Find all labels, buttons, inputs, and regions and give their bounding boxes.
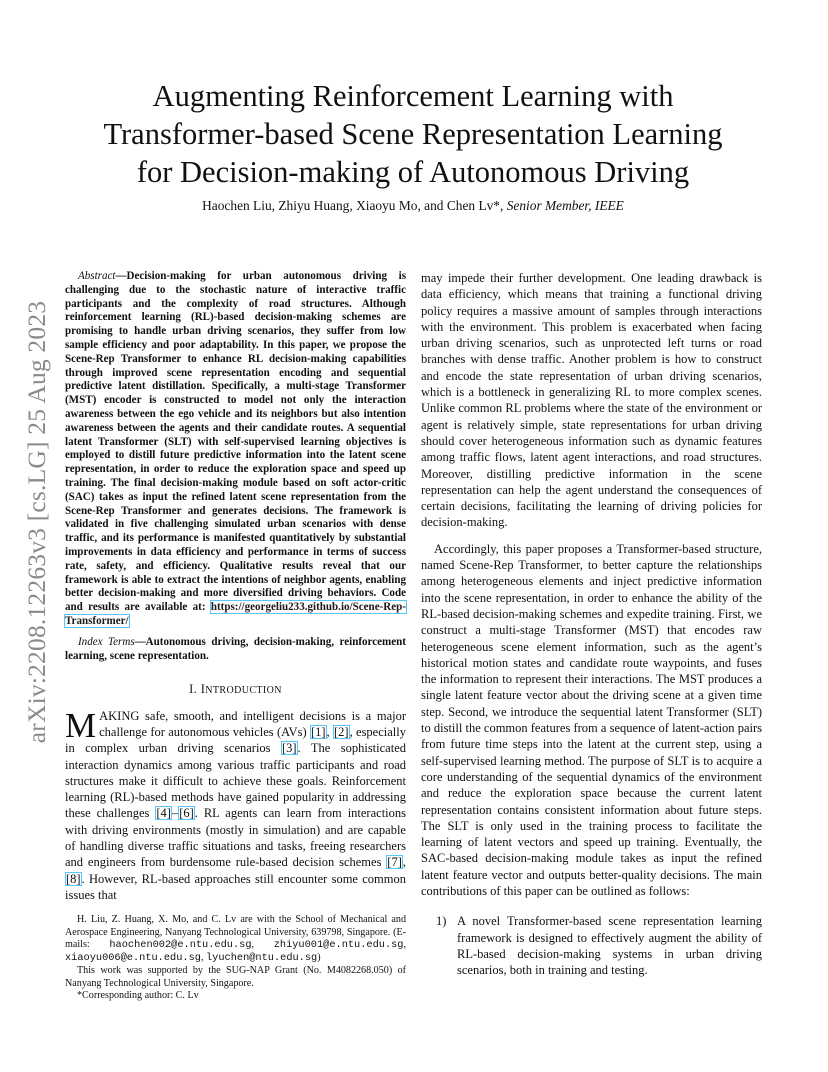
- body-paragraph: may impede their further development. One leading drawback is data efficiency, which means that training a functional driving policy requires a massive amount of samples through interactions with the environment. This problem is exacerbated when facing urban driving scenarios, such as unprotected left turns or road branches with dense traffic. Another problem is how to construct and encode the state representation of urban driving scenarios, which is a bottleneck in generalizing RL to more complex scenes. Unlike common RL problems where the state of the environment or agent is relatively simple, state representations for urban driving should cover heterogeneous information such as dynamic features among traffic flows, latent agent interactions, and road structures. Moreover, distilling predictive information in the scene representation can help the agent understand the consequences of certain decisions, facilitating the learning of driving policies for decision-making.: [421, 271, 762, 530]
- list-number: 1): [436, 914, 447, 929]
- author-membership: Senior Member, IEEE: [506, 198, 624, 213]
- index-terms: [65, 636, 406, 664]
- citation-link[interactable]: [4]: [156, 806, 171, 821]
- contribution-text: A novel Transformer-based scene representation learning framework is designed to effectively augment the ability of RL-based decision-making systems in urban driving scenarios, both in training and testing.: [457, 914, 762, 978]
- footnotes: [65, 914, 406, 1003]
- email-link[interactable]: lyuchen@ntu.edu.sg: [206, 952, 318, 965]
- citation-link[interactable]: [1]: [310, 724, 326, 739]
- intro-text: ,: [326, 724, 333, 739]
- section-heading-introduction: [65, 681, 406, 699]
- footnote-funding: This work was supported by the SUG-NAP Grant (No. M4082268.050) of Nanyang Technological University, Singapore.: [65, 964, 406, 989]
- arxiv-identifier-text: arXiv:2208.12263v3 [cs.LG] 25 Aug 2023: [22, 300, 51, 744]
- abstract: [65, 270, 406, 629]
- intro-text: . RL agents can learn from interactions with driving environments (mostly in simulation) and are capable of handling diverse traffic situations and tasks, freeing researchers and engineers from burdensome rule-based decision schemes: [65, 806, 407, 870]
- contribution-item: [421, 913, 762, 978]
- index-terms-text: —Autonomous driving, decision-making, reinforcement learning, scene representation.: [65, 635, 406, 662]
- citation-link[interactable]: [2]: [333, 724, 349, 739]
- arxiv-side-identifier: [24, 283, 50, 761]
- abstract-label: Abstract: [78, 270, 116, 282]
- citation-link[interactable]: [3]: [281, 741, 297, 756]
- intro-text: . The sophisticated interaction dynamics among various traffic participants and road structures make it difficult to achieve these goals. Reinforcement learning (RL)-based methods have gained popularity in addressing these challenges: [65, 741, 406, 821]
- author-names: Haochen Liu, Zhiyu Huang, Xiaoyu Mo, and Chen Lv*,: [202, 198, 504, 213]
- code-link[interactable]: https://georgeliu233.github.io/Scene-Rep-Transformer/: [65, 601, 406, 627]
- title-line-2: Transformer-based Scene Representation Learning: [103, 117, 723, 151]
- index-terms-label: Index Terms: [78, 635, 135, 648]
- email-link[interactable]: haochen002@e.ntu.edu.sg: [109, 939, 252, 952]
- citation-link[interactable]: [6]: [179, 806, 194, 821]
- footnote-affiliation: H. Liu, Z. Huang, X. Mo, and C. Lv are with the School of Mechanical and Aerospace Engineering, Nanyang Technological University, 639798, Singapore. (E-mails: haochen002@e.ntu.edu.sg, zhiyu001@e.ntu.edu.sg, xiaoyu006@e.ntu.edu.sg, lyuchen@ntu.edu.sg): [65, 914, 407, 965]
- footnote-corresponding: *Corresponding author: C. Lv: [77, 990, 199, 1002]
- body-paragraph: Accordingly, this paper proposes a Transformer-based structure, named Scene-Rep Transformer, to better capture the relationships among heterogeneous elements and inject predictive information into the scene representation, in order to enhance the ability of the RL-based decision-making schemes and expedite training. First, we construct a multi-stage Transformer (MST) that encodes raw heterogeneous scene element information, such as the agent’s historical motion states and candidate route waypoints, and fuses the information to represent their interactions. The MST produces a single latent feature vector about the driving scene at a given time step. Second, we introduce the sequential latent Transformer (SLT) to distill the common features from a sequence of latent-action pairs from future time steps into the latent at the current step, using a self-supervised learning method. The purpose of SLT is to acquire a core understanding of the sequential dynamics of the environment and reduce the exploration space because the current latent representation contains consistent information about future steps. The SLT is only used in the training process to facilitate the learning of latent vectors and speed up training. Eventually, the SAC-based decision-making module takes as input the refined latent feature vector and outputs better-quality decisions. The main contributions of this paper can be outlined as follows:: [421, 541, 762, 898]
- email-link[interactable]: xiaoyu006@e.ntu.edu.sg: [65, 952, 201, 965]
- paper-title: [60, 77, 766, 191]
- title-line-3: for Decision-making of Autonomous Driving: [136, 155, 690, 189]
- intro-text: , especially in complex urban driving scenarios: [65, 724, 406, 756]
- citation-link[interactable]: [7]: [387, 855, 402, 870]
- author-line: [60, 198, 766, 214]
- section-title-rest: NTRODUCTION: [205, 685, 282, 697]
- intro-text: ,: [402, 855, 406, 870]
- drop-cap: M: [65, 705, 97, 745]
- left-column: [65, 270, 406, 903]
- intro-text: AKING safe, smooth, and intelligent decisions is a major challenge for autonomous vehicles (AVs): [99, 708, 406, 739]
- section-title-first: I: [200, 682, 206, 697]
- section-numeral: I.: [189, 682, 198, 697]
- citation-link[interactable]: [8]: [66, 871, 81, 886]
- title-line-1: Augmenting Reinforcement Learning with: [152, 79, 674, 113]
- footnote-text: H. Liu, Z. Huang, X. Mo, and C. Lv are with the School of Mechanical and Aerospace Engineering, Nanyang Technological University, 639798, Singapore. (E-mails:: [65, 914, 406, 951]
- email-link[interactable]: zhiyu001@e.ntu.edu.sg: [273, 939, 404, 952]
- introduction-paragraph: [65, 705, 407, 904]
- abstract-text: —Decision-making for urban autonomous driving is challenging due to the stochastic nature of interactive traffic participants and the complexity of road structures. Although reinforcement learning (RL)-based decision-making schemes are promising to handle urban driving scenarios, they suffer from low sample efficiency and poor adaptability. In this paper, we propose the Scene-Rep Transformer to enhance RL decision-making capabilities through improved scene representation encoding and sequential predictive latent distillation. Specifically, a multi-stage Transformer (MST) encoder is constructed to model not only the interaction awareness between the ego vehicle and its neighbors but also intention awareness between the agents and their candidate routes. A sequential latent Transformer (SLT) with self-supervised learning objectives is employed to distill future predictive information into the latent scene representation, in order to reduce the exploration space and speed up training. The final decision-making module based on soft actor-critic (SAC) takes as input the refined latent scene representation from the Scene-Rep Transformer and generates decisions. The framework is validated in five challenging simulated urban scenarios with dense traffic, and its performance is manifested quantitatively by substantial improvements in data efficiency and performance in terms of success rate, safety, and efficiency. Qualitative results reveal that our framework is able to extract the intentions of neighbor agents, enabling better decision-making and more diversified driving behaviors. Code and results are available at:: [65, 270, 406, 614]
- intro-text: . However, RL-based approaches still encounter some common issues that: [65, 871, 406, 902]
- right-column: [421, 270, 762, 978]
- intro-text: –: [171, 806, 179, 821]
